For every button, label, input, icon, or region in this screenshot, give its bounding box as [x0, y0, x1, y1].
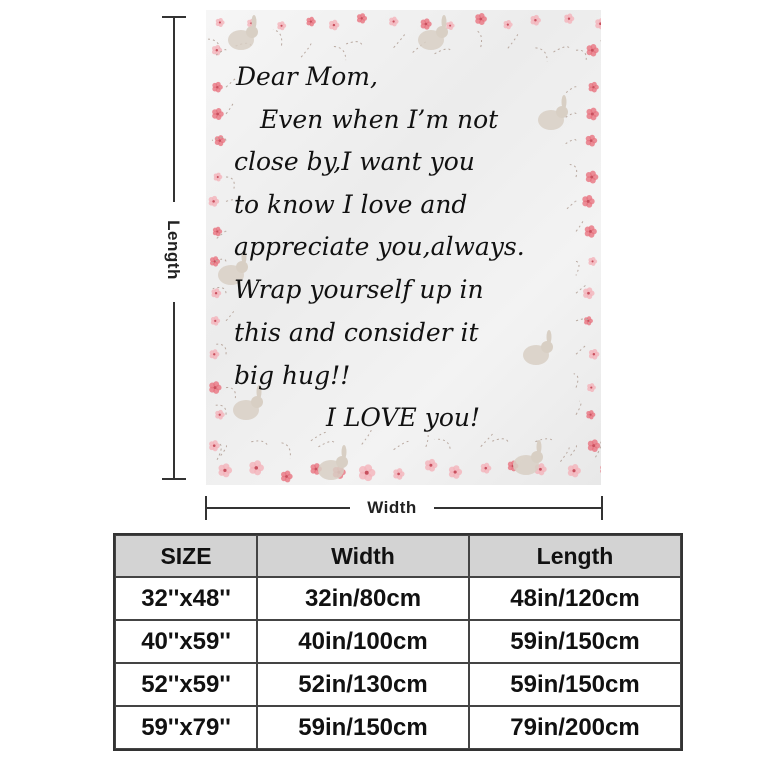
cell-length: 59in/150cm: [469, 663, 681, 706]
cell-width: 59in/150cm: [257, 706, 469, 749]
cell-size: 52''x59'': [115, 663, 257, 706]
header-size: SIZE: [115, 535, 257, 577]
cell-length: 59in/150cm: [469, 620, 681, 663]
header-length: Length: [469, 535, 681, 577]
message-line: to know I love and: [234, 190, 468, 219]
width-line-right: [434, 507, 602, 509]
size-table: [113, 533, 683, 751]
message-line: this and consider it: [234, 318, 479, 347]
length-line-top: [173, 17, 175, 202]
message-line: Even when I’m not: [260, 105, 499, 134]
cell-size: 40''x59'': [115, 620, 257, 663]
table-row: [115, 577, 681, 620]
cell-size: 59''x79'': [115, 706, 257, 749]
message-line: close by,I want you: [234, 147, 475, 176]
cell-width: 32in/80cm: [257, 577, 469, 620]
cell-size: 32''x48'': [115, 577, 257, 620]
table-header-row: [115, 535, 681, 577]
table-row: [115, 620, 681, 663]
length-line-bottom: [173, 302, 175, 478]
cell-length: 48in/120cm: [469, 577, 681, 620]
cell-width: 52in/130cm: [257, 663, 469, 706]
blanket-message: [206, 10, 601, 485]
width-line-left: [206, 507, 350, 509]
width-cap-right: [601, 496, 603, 520]
length-label: Length: [164, 220, 183, 280]
message-line: Dear Mom,: [236, 62, 378, 91]
message-line: appreciate you,always.: [234, 232, 525, 261]
message-line: big hug!!: [234, 361, 351, 390]
table-row: [115, 706, 681, 749]
cell-length: 79in/200cm: [469, 706, 681, 749]
table-row: [115, 663, 681, 706]
cell-width: 40in/100cm: [257, 620, 469, 663]
blanket-image: [206, 10, 601, 485]
header-width: Width: [257, 535, 469, 577]
message-line: I LOVE you!: [326, 403, 481, 432]
width-label: Width: [367, 498, 417, 517]
message-line: Wrap yourself up in: [234, 275, 484, 304]
length-cap-bottom: [162, 478, 186, 480]
